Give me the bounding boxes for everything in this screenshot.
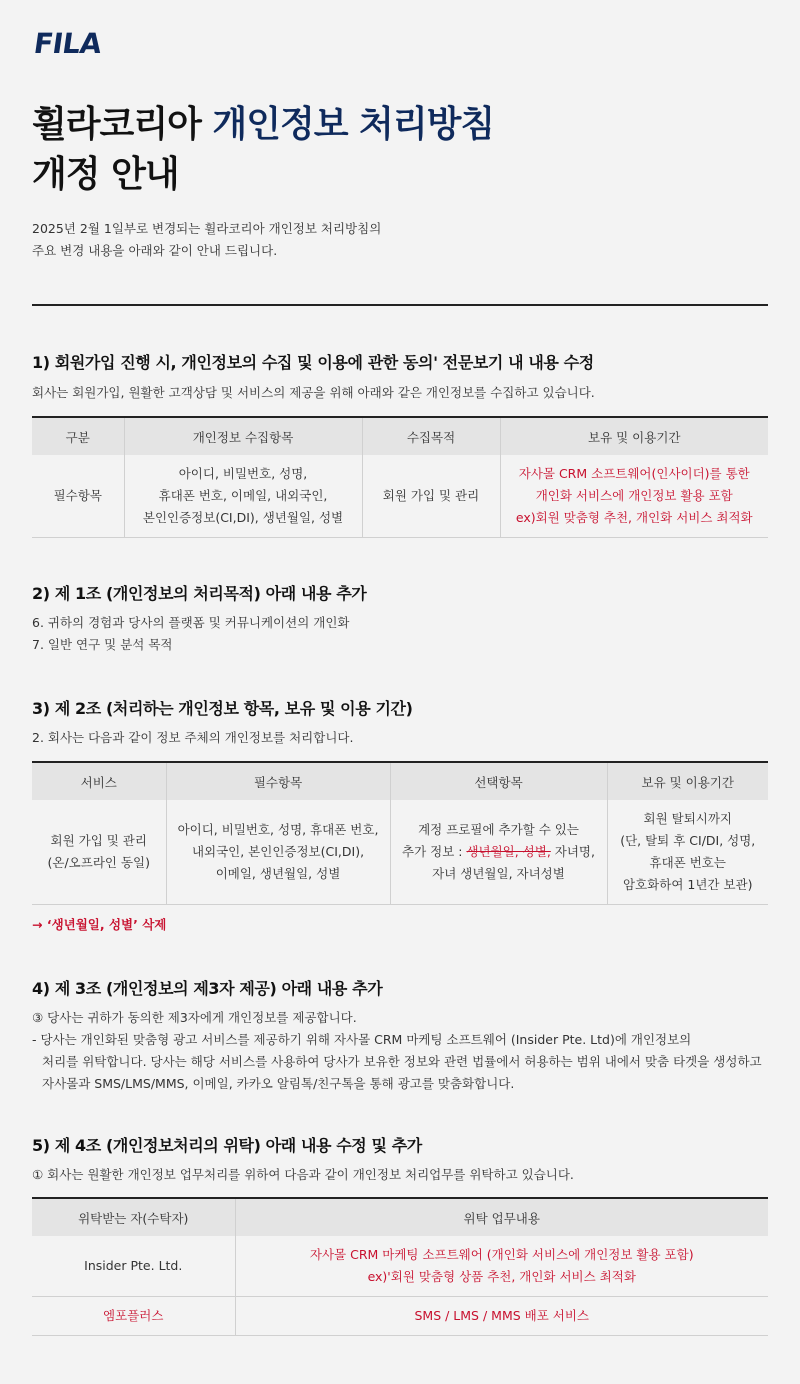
optional-suffix: 자녀명, <box>550 844 595 859</box>
table-header-row <box>32 762 768 800</box>
section-3-table <box>32 761 768 905</box>
cell-optional <box>390 800 607 905</box>
table-row <box>32 1297 768 1336</box>
table-header-row <box>32 417 768 455</box>
cell-line: 내외국인, 본인인증정보(CI,DI), <box>191 844 365 859</box>
cell-line: ex)회원 맞춤형 추천, 개인화 서비스 최적화 <box>515 510 753 525</box>
cell-line: (단, 탈퇴 후 CI/DI, 성명, <box>620 833 756 848</box>
section-4-line: - 당사는 개인화된 맞춤형 광고 서비스를 제공하기 위해 자사몰 CRM 마케팅 소프트웨어 (Insider Pte. Ltd)에 개인정보의 <box>32 1032 692 1047</box>
cell-line: 회원 탈퇴시까지 <box>643 811 732 826</box>
col-header: 보유 및 이용기간 <box>607 762 768 800</box>
page-title <box>32 100 772 200</box>
cell-line: (온/오프라인 동일) <box>47 855 150 870</box>
section-4-heading: 4) 제 3조 (개인정보의 제3자 제공) 아래 내용 추가 <box>32 979 383 998</box>
title-part-1: 휠라코리아 <box>32 104 213 145</box>
section-1-heading: 1) 회원가입 진행 시, 개인정보의 수집 및 이용에 관한 동의' 전문보기 내 내용 수정 <box>32 353 594 372</box>
table-header-row <box>32 1198 768 1236</box>
cell-line: 암호화하여 1년간 보관) <box>623 877 753 892</box>
section-2-heading: 2) 제 1조 (개인정보의 처리목적) 아래 내용 추가 <box>32 584 367 603</box>
section-3-heading: 3) 제 2조 (처리하는 개인정보 항목, 보유 및 이용 기간) <box>32 699 413 718</box>
col-header: 보유 및 이용기간 <box>500 417 768 455</box>
cell-line: 본인인증정보(CI,DI), 생년월일, 성별 <box>142 510 344 525</box>
cell-line: 회원 가입 및 관리 <box>50 833 147 848</box>
cell-period <box>500 455 768 538</box>
table-row <box>32 455 768 538</box>
intro-line-2: 주요 변경 내용을 아래와 같이 안내 드립니다. <box>32 243 278 258</box>
col-header: 구분 <box>32 417 124 455</box>
cell-line: 개인화 서비스에 개인정보 활용 포함 <box>535 488 733 503</box>
col-header: 개인정보 수집항목 <box>124 417 362 455</box>
cell-name: Insider Pte. Ltd. <box>32 1236 235 1297</box>
cell-items <box>124 455 362 538</box>
table-row <box>32 1236 768 1297</box>
cell-task: SMS / LMS / MMS 배포 서비스 <box>235 1297 768 1336</box>
section-5-table <box>32 1197 768 1336</box>
cell-purpose: 회원 가입 및 관리 <box>362 455 500 538</box>
cell-period <box>607 800 768 905</box>
cell-line <box>397 841 601 863</box>
deletion-note: → ‘생년월일, 성별’ 삭제 <box>32 917 167 932</box>
section-4-line: 자사몰과 SMS/LMS/MMS, 이메일, 카카오 알림톡/친구톡을 통해 광고를 맞춤화합니다. <box>42 1076 515 1091</box>
cell-line: 휴대폰 번호는 <box>649 855 726 870</box>
intro-line-1: 2025년 2월 1일부로 변경되는 휠라코리아 개인정보 처리방침의 <box>32 221 382 236</box>
col-header: 위탁받는 자(수탁자) <box>32 1198 235 1236</box>
cell-line: 이메일, 생년월일, 성별 <box>215 866 341 881</box>
table-row <box>32 800 768 905</box>
cell-name: 엠포플러스 <box>32 1297 235 1336</box>
col-header: 서비스 <box>32 762 166 800</box>
section-3-desc: 2. 회사는 다음과 같이 정보 주체의 개인정보를 처리합니다. <box>32 730 354 745</box>
cell-type: 필수항목 <box>32 455 124 538</box>
cell-line: 아이디, 비밀번호, 성명, <box>178 466 308 481</box>
cell-task <box>235 1236 768 1297</box>
section-2-line: 7. 일반 연구 및 분석 목적 <box>32 637 173 652</box>
fila-logo[interactable]: FILA <box>31 27 104 60</box>
cell-line: 휴대폰 번호, 이메일, 내외국인, <box>158 488 328 503</box>
title-accent: 개인정보 처리방침 <box>212 104 495 145</box>
cell-line: ex)'회원 맞춤형 상품 추천, 개인화 서비스 최적화 <box>367 1269 636 1284</box>
cell-line: 계정 프로필에 추가할 수 있는 <box>418 822 579 837</box>
optional-prefix: 추가 정보 : <box>402 844 467 859</box>
cell-line: 자사몰 CRM 마케팅 소프트웨어 (개인화 서비스에 개인정보 활용 포함) <box>309 1247 694 1262</box>
section-1-desc: 회사는 회원가입, 원활한 고객상담 및 서비스의 제공을 위해 아래와 같은 개인정보를 수집하고 있습니다. <box>32 385 595 400</box>
section-2-line: 6. 귀하의 경험과 당사의 플랫폼 및 커뮤니케이션의 개인화 <box>32 615 350 630</box>
cell-line: 아이디, 비밀번호, 성명, 휴대폰 번호, <box>177 822 379 837</box>
cell-line: 자사몰 CRM 소프트웨어(인사이더)를 통한 <box>518 466 750 481</box>
section-4-line: ③ 당사는 귀하가 동의한 제3자에게 개인정보를 제공합니다. <box>32 1010 357 1025</box>
section-5-heading: 5) 제 4조 (개인정보처리의 위탁) 아래 내용 수정 및 추가 <box>32 1136 422 1155</box>
deleted-text: 생년월일, 성별, <box>466 844 551 859</box>
col-header: 수집목적 <box>362 417 500 455</box>
section-4-line: 처리를 위탁합니다. 당사는 해당 서비스를 사용하여 당사가 보유한 정보와 관련 법률에서 허용하는 범위 내에서 맞춤 타겟을 생성하고 <box>42 1054 762 1069</box>
section-1-table <box>32 416 768 538</box>
section-5-desc: ① 회사는 원활한 개인정보 업무처리를 위하여 다음과 같이 개인정보 처리업무를 위탁하고 있습니다. <box>32 1167 574 1182</box>
cell-service <box>32 800 166 905</box>
col-header: 위탁 업무내용 <box>235 1198 768 1236</box>
title-line-2: 개정 안내 <box>32 154 179 195</box>
col-header: 필수항목 <box>166 762 390 800</box>
cell-required <box>166 800 390 905</box>
divider <box>32 304 768 306</box>
intro-text <box>32 218 772 262</box>
col-header: 선택항목 <box>390 762 607 800</box>
cell-line: 자녀 생년월일, 자녀성별 <box>432 866 565 881</box>
